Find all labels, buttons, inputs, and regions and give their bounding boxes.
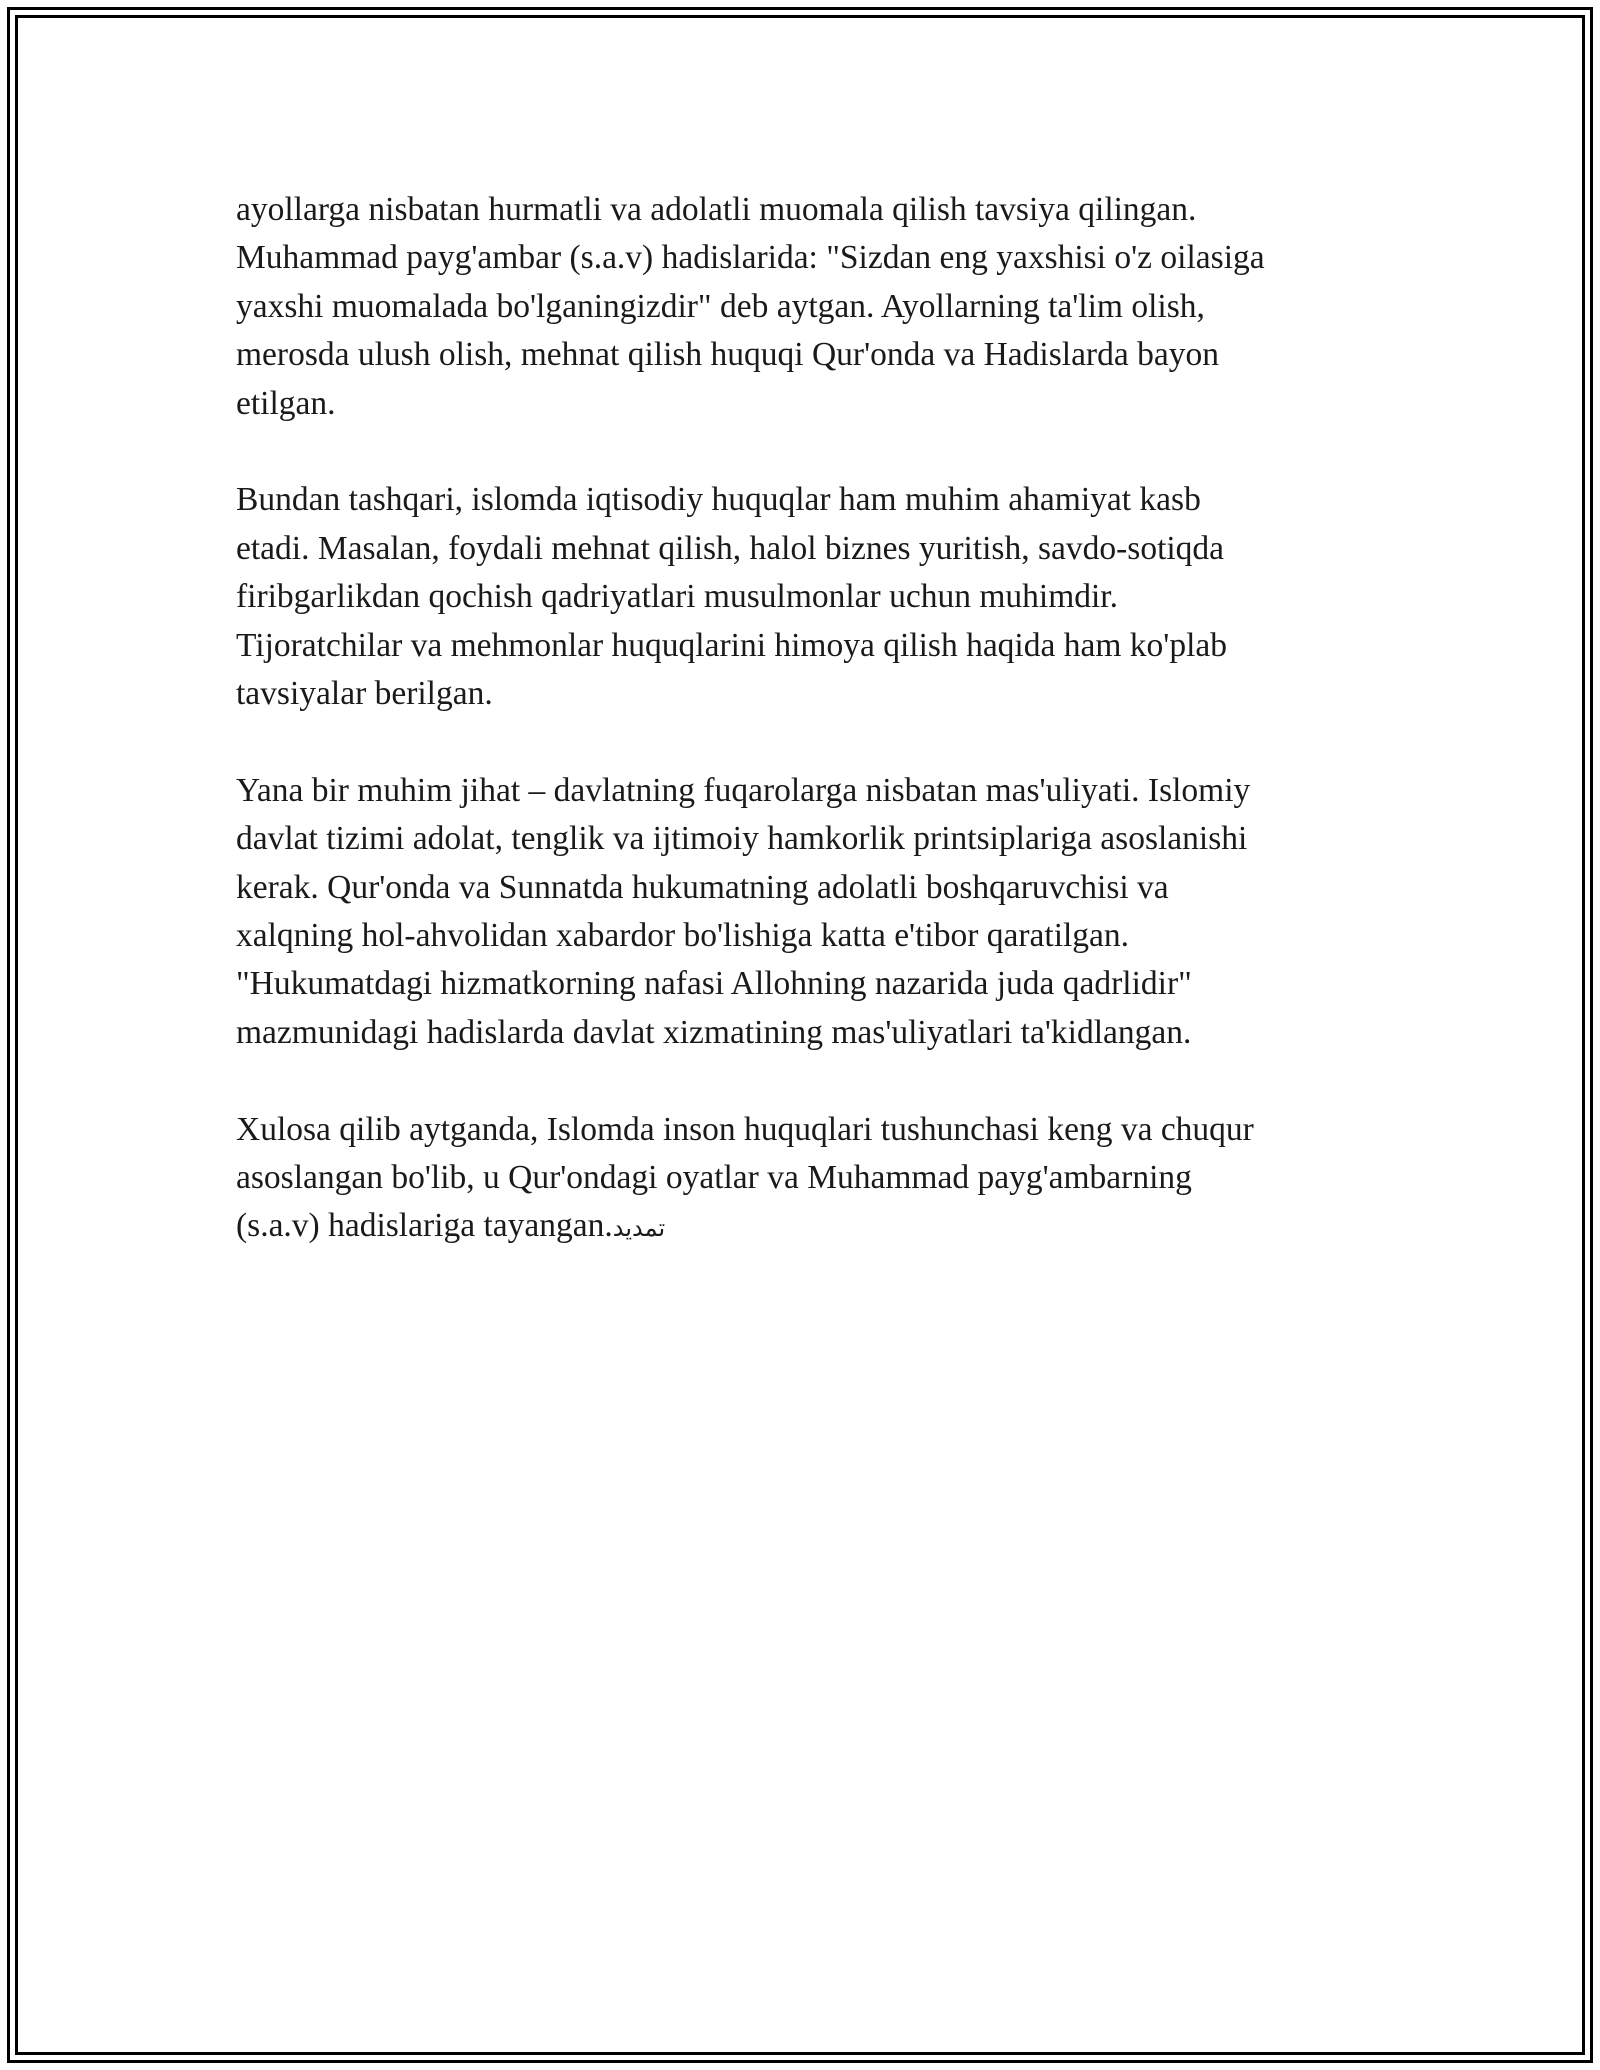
text-line-last <box>236 1202 1386 1252</box>
text-segment: (s.a.v) hadislariga tayangan. <box>236 1207 613 1245</box>
text-line: firibgarlikdan qochish qadriyatlari musulmonlar uchun muhimdir. <box>236 578 1118 616</box>
text-line: davlat tizimi adolat, tenglik va ijtimoiy hamkorlik printsiplariga asoslanishi <box>236 820 1248 858</box>
text-line: Bundan tashqari, islomda iqtisodiy huquqlar ham muhim ahamiyat kasb <box>236 481 1201 519</box>
text-line: Yana bir muhim jihat – davlatning fuqarolarga nisbatan mas'uliyati. Islomiy <box>236 771 1251 809</box>
text-line: asoslangan bo'lib, u Qur'ondagi oyatlar va Muhammad payg'ambarning <box>236 1159 1192 1197</box>
arabic-trailing-word: تمديد <box>612 1214 666 1243</box>
text-line: merosda ulush olish, mehnat qilish huquqi Qur'onda va Hadislarda bayon <box>236 336 1219 374</box>
paragraph-economic-rights <box>236 476 1386 718</box>
text-line: Tijoratchilar va mehmonlar huquqlarini himoya qilish haqida ham ko'plab <box>236 626 1227 664</box>
document-body <box>236 186 1386 1301</box>
text-line: ayollarga nisbatan hurmatli va adolatli muomala qilish tavsiya qilingan. <box>236 191 1197 228</box>
paragraph-womens-rights <box>236 186 1386 428</box>
text-line: Xulosa qilib aytganda, Islomda inson huquqlari tushunchasi keng va chuqur <box>236 1110 1254 1148</box>
text-line: kerak. Qur'onda va Sunnatda hukumatning adolatli boshqaruvchisi va <box>236 868 1169 906</box>
text-line: Muhammad payg'ambar (s.a.v) hadislarida: "Sizdan eng yaxshisi o'z oilasiga <box>236 239 1265 277</box>
text-line: yaxshi muomalada bo'lganingizdir" deb aytgan. Ayollarning ta'lim olish, <box>236 287 1205 325</box>
text-line: etadi. Masalan, foydali mehnat qilish, halol biznes yuritish, savdo-sotiqda <box>236 529 1225 567</box>
text-line: "Hukumatdagi hizmatkorning nafasi Allohning nazarida juda qadrlidir" <box>236 965 1192 1003</box>
text-line: xalqning hol-ahvolidan xabardor bo'lishiga katta e'tibor qaratilgan. <box>236 917 1130 955</box>
paragraph-state-responsibility <box>236 767 1386 1057</box>
paragraph-conclusion <box>236 1106 1386 1253</box>
text-line: mazmunidagi hadislarda davlat xizmatining mas'uliyatlari ta'kidlangan. <box>236 1013 1192 1051</box>
text-line: tavsiyalar berilgan. <box>236 675 493 713</box>
text-line: etilgan. <box>236 384 336 422</box>
